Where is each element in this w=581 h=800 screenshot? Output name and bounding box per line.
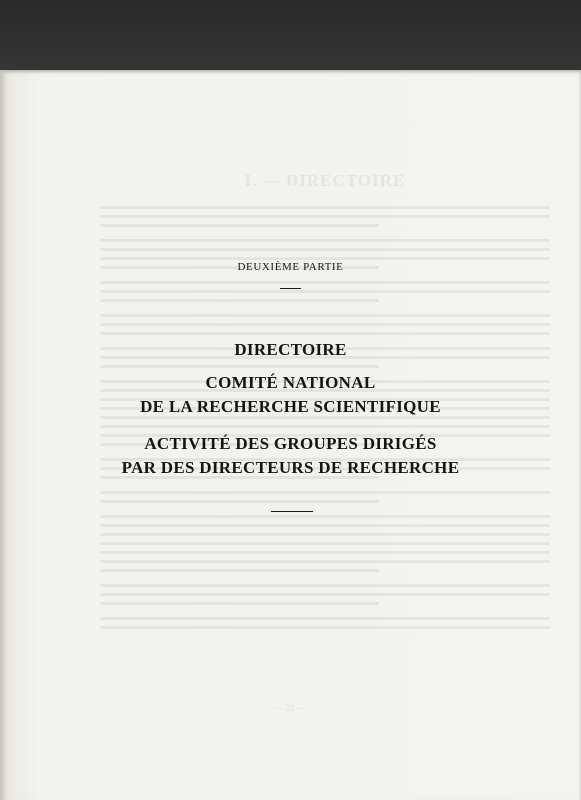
show-through-page-number: — 21 — (274, 703, 307, 713)
closing-divider (271, 511, 313, 512)
document-page (0, 70, 581, 800)
heading-directoire: DIRECTOIRE (234, 340, 347, 359)
scanner-background (0, 0, 581, 74)
heading-recherche-scientifique: DE LA RECHERCHE SCIENTIFIQUE (140, 397, 441, 416)
heading-directeurs-recherche: PAR DES DIRECTEURS DE RECHERCHE (121, 458, 460, 477)
show-through-title: I. — DIRECTOIRE (244, 171, 406, 190)
heading-activite-groupes: ACTIVITÉ DES GROUPES DIRIGÉS (144, 434, 437, 453)
title-block (0, 70, 581, 800)
part-divider (280, 288, 301, 289)
part-label: DEUXIÈME PARTIE (237, 261, 344, 273)
heading-comite-national: COMITÉ NATIONAL (205, 373, 376, 392)
